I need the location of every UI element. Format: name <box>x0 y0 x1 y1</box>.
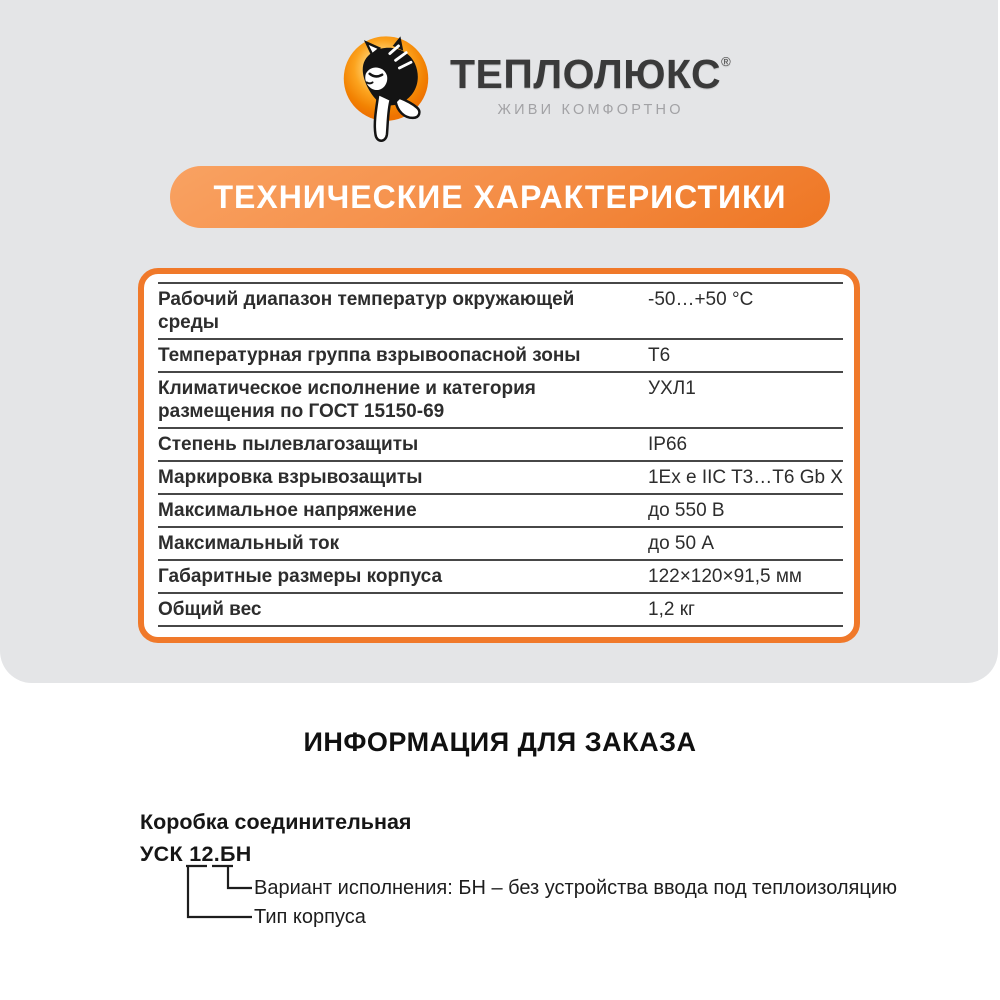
model-code-legend-lines <box>140 862 260 924</box>
spec-label: Климатическое исполнение и категория размещения по ГОСТ 15150-69 <box>158 378 536 422</box>
table-row <box>158 462 843 495</box>
brand-tagline: ЖИВИ КОМФОРТНО <box>497 102 684 118</box>
spec-label: Максимальное напряжение <box>158 500 417 521</box>
table-row <box>158 429 843 462</box>
spec-value: УХЛ1 <box>648 378 696 399</box>
product-name: Коробка соединительная <box>140 810 412 834</box>
table-row <box>158 373 843 429</box>
spec-label: Рабочий диапазон температур окружающей среды <box>158 289 575 333</box>
brand-text-block <box>450 34 731 118</box>
spec-value: -50…+50 °C <box>648 289 754 310</box>
table-row <box>158 528 843 561</box>
legend-body-type-label: Тип корпуса <box>254 906 366 928</box>
brand-logo <box>338 34 731 150</box>
spec-value: 122×120×91,5 мм <box>648 566 802 587</box>
spec-label: Температурная группа взрывоопасной зоны <box>158 345 581 366</box>
brand-wordmark <box>450 51 732 97</box>
spec-value: 1,2 кг <box>648 599 695 620</box>
spec-value: IP66 <box>648 434 688 455</box>
legend-variant-label: Вариант исполнения: БН – без устройства ввода под теплоизоляцию <box>254 877 897 899</box>
spec-value: до 550 В <box>648 500 725 521</box>
spec-value: до 50 А <box>648 533 715 554</box>
spec-label: Максимальный ток <box>158 533 340 554</box>
spec-label: Степень пылевлагозащиты <box>158 434 419 455</box>
table-row <box>158 340 843 373</box>
spec-label: Маркировка взрывозащиты <box>158 467 423 488</box>
model-code: УСК 12.БН <box>140 842 252 866</box>
table-row <box>158 495 843 528</box>
cat-logo-icon <box>338 34 434 150</box>
registered-trademark-symbol: ® <box>721 54 732 69</box>
tech-specs-banner <box>170 166 830 228</box>
spec-value: 1Ex e IIC T3…T6 Gb X <box>647 467 843 488</box>
spec-label: Габаритные размеры корпуса <box>158 566 443 587</box>
table-row <box>158 594 843 627</box>
order-info-title: ИНФОРМАЦИЯ ДЛЯ ЗАКАЗА <box>303 727 697 757</box>
table-row <box>158 282 843 340</box>
spec-table <box>138 268 860 643</box>
spec-label: Общий вес <box>158 599 262 620</box>
tech-specs-title: ТЕХНИЧЕСКИЕ ХАРАКТЕРИСТИКИ <box>213 178 787 215</box>
brand-name: ТЕПЛОЛЮКС <box>450 51 722 97</box>
table-row <box>158 561 843 594</box>
spec-value: Т6 <box>648 345 671 366</box>
